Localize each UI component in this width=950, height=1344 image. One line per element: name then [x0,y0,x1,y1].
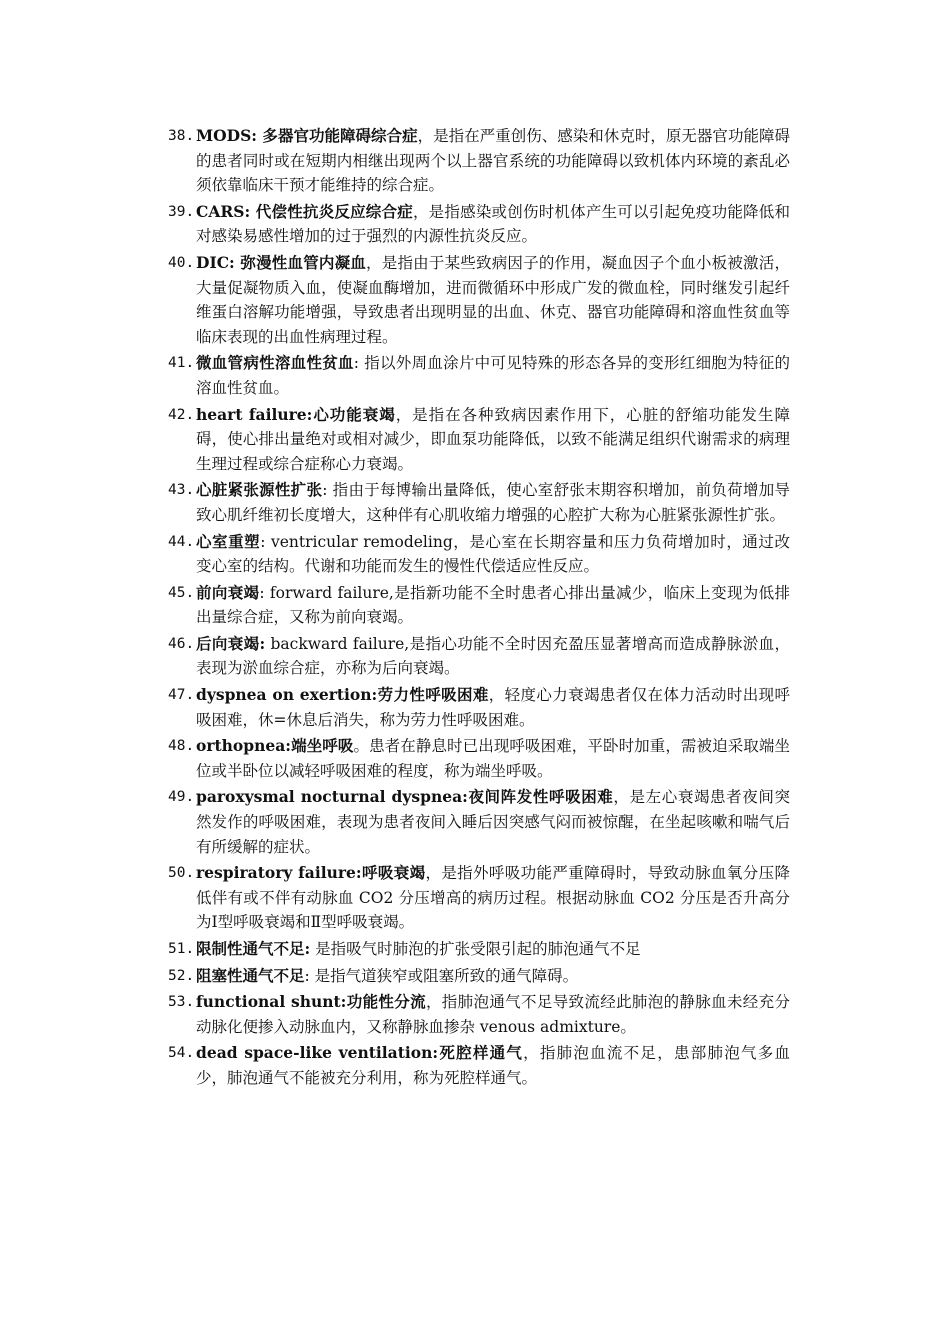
entry-number: 47. [168,687,195,704]
entry-number: 51. [168,941,195,957]
entry-term: 心脏紧张源性扩张 [196,480,323,500]
entry-number: 38. [168,128,195,144]
entry-number: 44. [168,533,195,550]
entry-number: 48. [168,738,195,755]
entry-term: orthopnea:端坐呼吸 [196,736,354,756]
entry-term: DIC: 弥漫性血管内凝血 [196,252,367,272]
entry-term: respiratory failure:呼吸衰竭 [196,863,426,883]
entry-text: ，是指由于某些致病因子的作用，凝血因子个血小板被激活，大量促凝物质入血，使凝血酶增加，进而微循环中形成广发的微血栓，同时继发引起纤维蛋白溶解功能增强，导致患者出现明显的出血、休克、器官功能障碍和溶血性贫血等临床表现的出血性病理过程。 [196,253,790,346]
entry-text: ，是指在严重创伤、感染和休克时，原无器官功能障碍的患者同时或在短期内相继出现两个以上器官系统的功能障碍以致机体内环境的紊乱必须依靠临床干预才能维持的综合症。 [196,127,790,195]
entry-text: ，是指外呼吸功能严重障碍时，导致动脉血氧分压降低伴有或不伴有动脉血 CO2 分压增高的病历过程。根据动脉血 CO2 分压是否升高分为Ⅰ型呼吸衰竭和Ⅱ型呼吸衰竭。 [196,864,790,932]
entry-text: ，指肺泡血流不足，患部肺泡气多血少，肺泡通气不能被充分利用，称为死腔样通气。 [196,1044,790,1087]
entry-38 [168,124,790,198]
entry-text: : 是指气道狭窄或阻塞所致的通气障碍。 [304,966,579,985]
entry-number: 39. [168,203,195,220]
entry-44 [168,530,790,579]
entry-47 [168,683,790,732]
entry-42 [168,403,790,477]
entry-term: dead space-like ventilation:死腔样通气 [196,1043,524,1063]
entry-text: : ventricular remodeling，是心室在长期容量和压力负荷增加时，通过改变心室的结构。代谢和功能而发生的慢性代偿适应性反应。 [196,532,790,576]
entry-number: 49. [168,789,195,806]
entry-43 [168,478,790,527]
entry-number: 45. [168,584,195,601]
entry-40 [168,251,790,349]
entry-number: 53. [168,994,195,1011]
entry-52 [168,964,790,989]
entry-number: 50. [168,865,195,882]
entry-text: backward failure,是指心功能不全时因充盈压显著增高而造成静脉淤血，表现为淤血综合症，亦称为后向衰竭。 [196,634,790,678]
entry-text: ，轻度心力衰竭患者仅在体力活动时出现呼吸困难，休=休息后消失，称为劳力性呼吸困难。 [196,686,790,729]
entry-term: 限制性通气不足: [196,939,311,958]
entry-text: : 指以外周血涂片中可见特殊的形态各异的变形红细胞为特征的溶血性贫血。 [196,354,790,397]
entry-number: 43. [168,482,195,499]
entry-number: 41. [168,355,195,372]
entry-54 [168,1041,790,1090]
entry-term: 前向衰竭 [196,582,260,602]
entry-text: ，指肺泡通气不足导致流经此肺泡的静脉血未经充分动脉化便掺入动脉血内，又称静脉血掺杂 venous admixture。 [196,993,790,1036]
entry-number: 42. [168,406,195,423]
entry-term: functional shunt:功能性分流 [196,992,426,1012]
entry-term: 心室重塑 [196,531,261,551]
entry-term: paroxysmal nocturnal dyspnea:夜间阵发性呼吸困难 [196,787,614,807]
entry-term: 微血管病性溶血性贫血 [196,353,354,373]
entry-number: 40. [168,254,195,271]
entry-text: ，是左心衰竭患者夜间突然发作的呼吸困难，表现为患者夜间入睡后因突感气闷而被惊醒，在坐起咳嗽和喘气后有所缓解的症状。 [196,788,790,856]
entry-46 [168,632,790,681]
entry-39 [168,200,790,249]
entry-text: ，是指感染或创伤时机体产生可以引起免疫功能降低和对感染易感性增加的过于强烈的内源性抗炎反应。 [196,202,790,246]
entry-41 [168,351,790,400]
entry-49 [168,785,790,859]
entry-51 [168,937,790,962]
entry-term: MODS: 多器官功能障碍综合症 [196,126,418,145]
entry-term: heart failure:心功能衰竭 [196,404,396,424]
entry-term: dyspnea on exertion:劳力性呼吸困难 [196,685,489,705]
entry-48 [168,734,790,783]
entry-number: 54. [168,1045,195,1062]
document-page [168,124,790,1093]
entry-term: 后向衰竭: [196,633,266,653]
entry-text: : 指由于每博输出量降低，使心室舒张末期容积增加，前负荷增加导致心肌纤维初长度增大，这种伴有心肌收缩力增强的心腔扩大称为心脏紧张源性扩张。 [196,481,790,524]
entry-50 [168,861,790,935]
entry-text: ，是指在各种致病因素作用下，心脏的舒缩功能发生障碍，使心排出量绝对或相对减少，即血泵功能降低，以致不能满足组织代谢需求的病理生理过程或综合症称心力衰竭。 [196,405,790,473]
entry-term: CARS: 代偿性抗炎反应综合症 [196,201,413,221]
entry-53 [168,990,790,1039]
entry-number: 52. [168,967,195,984]
entry-text: 是指吸气时肺泡的扩张受限引起的肺泡通气不足 [310,940,641,958]
entry-number: 46. [168,635,195,652]
entry-term: 阻塞性通气不足 [196,965,305,985]
entry-text: 。患者在静息时已出现呼吸困难，平卧时加重，需被迫采取端坐位或半卧位以减轻呼吸困难的程度，称为端坐呼吸。 [196,737,790,780]
entry-45 [168,581,790,630]
entry-text: : forward failure,是指新功能不全时患者心排出量减少，临床上变现为低排出量综合症，又称为前向衰竭。 [196,583,790,627]
